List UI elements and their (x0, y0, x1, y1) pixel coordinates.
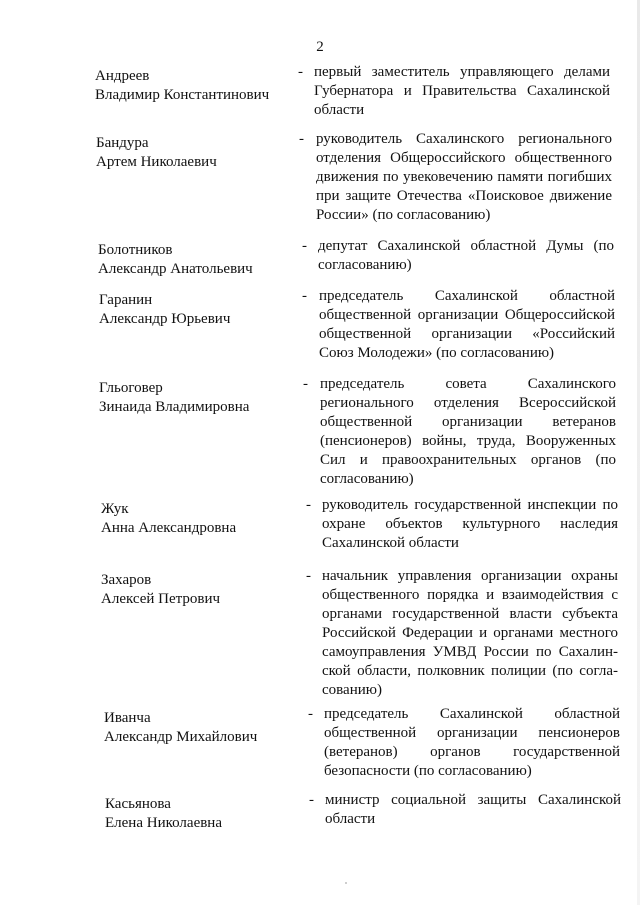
member-surname: Андреев (95, 68, 150, 84)
member-surname: Гаранин (99, 292, 153, 308)
member-given-names: Александр Анатольевич (98, 261, 253, 277)
member-position: начальник управления организации охраны общественного порядка и взаимодействия с органами государственной власти субъекта Российской Федерации и органами местного самоуправления УМВД России по Сахалин-ской области, полковник полиции (по согла-сованию) (322, 568, 618, 698)
entry-dash: - (306, 568, 311, 584)
member-given-names: Алексей Петрович (101, 591, 221, 607)
member-given-names: Александр Юрьевич (99, 311, 231, 327)
entry-dash: - (302, 238, 307, 254)
scan-artifact (345, 882, 347, 884)
entry-dash: - (306, 497, 311, 513)
member-position: депутат Сахалинской областной Думы (по согласованию) (318, 238, 614, 273)
member-position: председатель совета Сахалинского регионального отделения Всероссийской общественной организации ветеранов (пенсионеров) войны, труда, Вооруженных Сил и правоохранительных органов (по согласованию) (320, 376, 616, 487)
member-name (105, 795, 305, 833)
member-name (101, 571, 301, 609)
member-name (101, 500, 301, 538)
entry-dash: - (302, 288, 307, 304)
entry-dash: - (299, 131, 304, 147)
member-given-names: Владимир Константинович (95, 87, 270, 103)
member-surname: Захаров (101, 572, 152, 588)
member-name (95, 67, 295, 105)
member-position: первый заместитель управляющего делами Губернатора и Правительства Сахалинской области (314, 64, 610, 118)
entry-dash: - (298, 64, 303, 80)
member-position: руководитель государственной инспекции по охране объектов культурного наследия Сахалинской области (322, 497, 618, 551)
member-name (98, 241, 298, 279)
member-name (104, 709, 304, 747)
member-surname: Касьянова (105, 796, 171, 812)
member-name (99, 291, 299, 329)
member-surname: Жук (101, 501, 129, 517)
member-surname: Болотников (98, 242, 173, 258)
member-surname: Бандура (96, 135, 149, 151)
member-given-names: Анна Александровна (101, 520, 237, 536)
member-position: министр социальной защиты Сахалинской области (325, 792, 621, 827)
member-given-names: Зинаида Владимировна (99, 399, 250, 415)
member-position: руководитель Сахалинского регионального отделения Общероссийского общественного движения по увековечению памяти погибших при защите Отечества «Поисковое движение России» (по согласованию) (316, 131, 612, 223)
member-position: председатель Сахалинской областной общественной организации Общероссийской общественной организации «Российский Союз Молодежи» (по согласованию) (319, 288, 615, 361)
page-number: 2 (316, 39, 324, 55)
entry-dash: - (309, 792, 314, 808)
member-position: председатель Сахалинской областной общественной организации пенсионеров (ветеранов) органов государственной безопасности (по согласованию) (324, 706, 620, 779)
member-surname: Гльоговер (99, 380, 163, 396)
entry-dash: - (308, 706, 313, 722)
member-surname: Иванча (104, 710, 151, 726)
member-given-names: Елена Николаевна (105, 815, 222, 831)
entry-dash: - (303, 376, 308, 392)
member-given-names: Артем Николаевич (96, 154, 217, 170)
member-given-names: Александр Михайлович (104, 729, 258, 745)
member-name (99, 379, 299, 417)
member-name (96, 134, 296, 172)
